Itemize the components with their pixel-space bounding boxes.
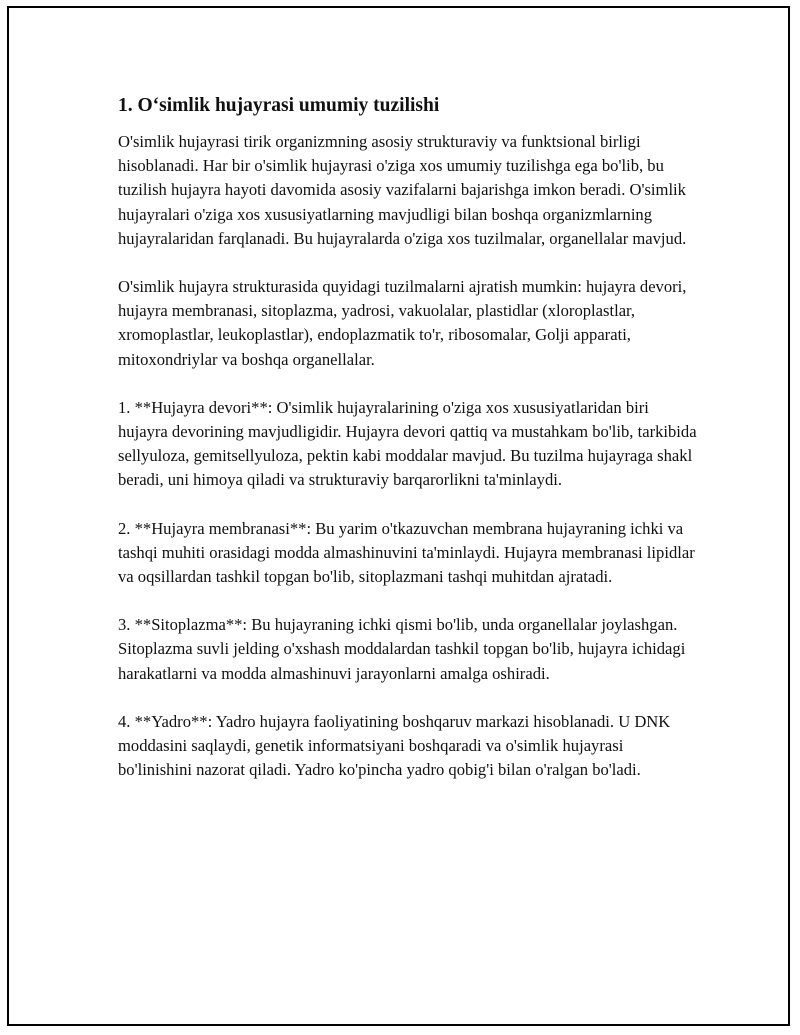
paragraph-structures: O'simlik hujayra strukturasida quyidagi tuzilmalarni ajratish mumkin: hujayra devori, hujayra membranasi, sitoplazma, yadrosi, vakuolalar, plastidlar (xloroplastlar, xromoplastlar, leukoplastlar), endoplazmatik to'r, ribosomalar, Golji apparati, mitoxondriylar va boshqa organellalar. <box>118 277 687 369</box>
paragraph-intro: O'simlik hujayrasi tirik organizmning asosiy strukturaviy va funktsional birligi hisoblanadi. Har bir o'simlik hujayrasi o'ziga xos umumiy tuzilishga ega bo'lib, bu tuzilish hujayra hayoti davomida asosiy vazifalarni bajarishga imkon beradi. O'simlik hujayralari o'ziga xos xususiyatlarning mavjudligi bilan boshqa organizmlarning hujayralaridan farqlanadi. Bu hujayralarda o'ziga xos tuzilmalar, organellalar mavjud. <box>118 132 687 248</box>
page-title: 1. O‘simlik hujayrasi umumiy tuzilishi <box>118 95 440 116</box>
paragraph-cell-membrane: 2. **Hujayra membranasi**: Bu yarim o'tkazuvchan membrana hujayraning ichki va tashqi muhiti orasidagi modda almashinuvini ta'minlaydi. Hujayra membranasi lipidlar va oqsillardan tashkil topgan bo'lib, sitoplazmani tashqi muhitdan ajratadi. <box>118 518 695 587</box>
paragraph-cytoplasm: 3. **Sitoplazma**: Bu hujayraning ichki qismi bo'lib, unda organellalar joylashgan. Sitoplazma suvli jelding o'xshash moddalardan tashkil topgan bo'lib, hujayra ichidagi harakatlarni va modda almashinuvi jarayonlarni amalga oshiradi. <box>118 615 686 683</box>
paragraph-cell-wall: 1. **Hujayra devori**: O'simlik hujayralarining o'ziga xos xususiyatlaridan biri hujayra devorining mavjudligidir. Hujayra devori qattiq va mustahkam bo'lib, tarkibida sellyuloza, gemitsellyuloza, pektin kabi moddalar mavjud. Bu tuzilma hujayraga shakl beradi, uni himoya qiladi va strukturaviy barqarorlikni ta'minlaydi. <box>118 397 697 490</box>
paragraph-nucleus: 4. **Yadro**: Yadro hujayra faoliyatining boshqaruv markazi hisoblanadi. U DNK moddasini saqlaydi, genetik informatsiyani boshqaradi va o'simlik hujayrasi bo'linishini nazorat qiladi. Yadro ko'pincha yadro qobig'i bilan o'ralgan bo'ladi. <box>118 711 671 780</box>
document-body <box>118 92 698 806</box>
